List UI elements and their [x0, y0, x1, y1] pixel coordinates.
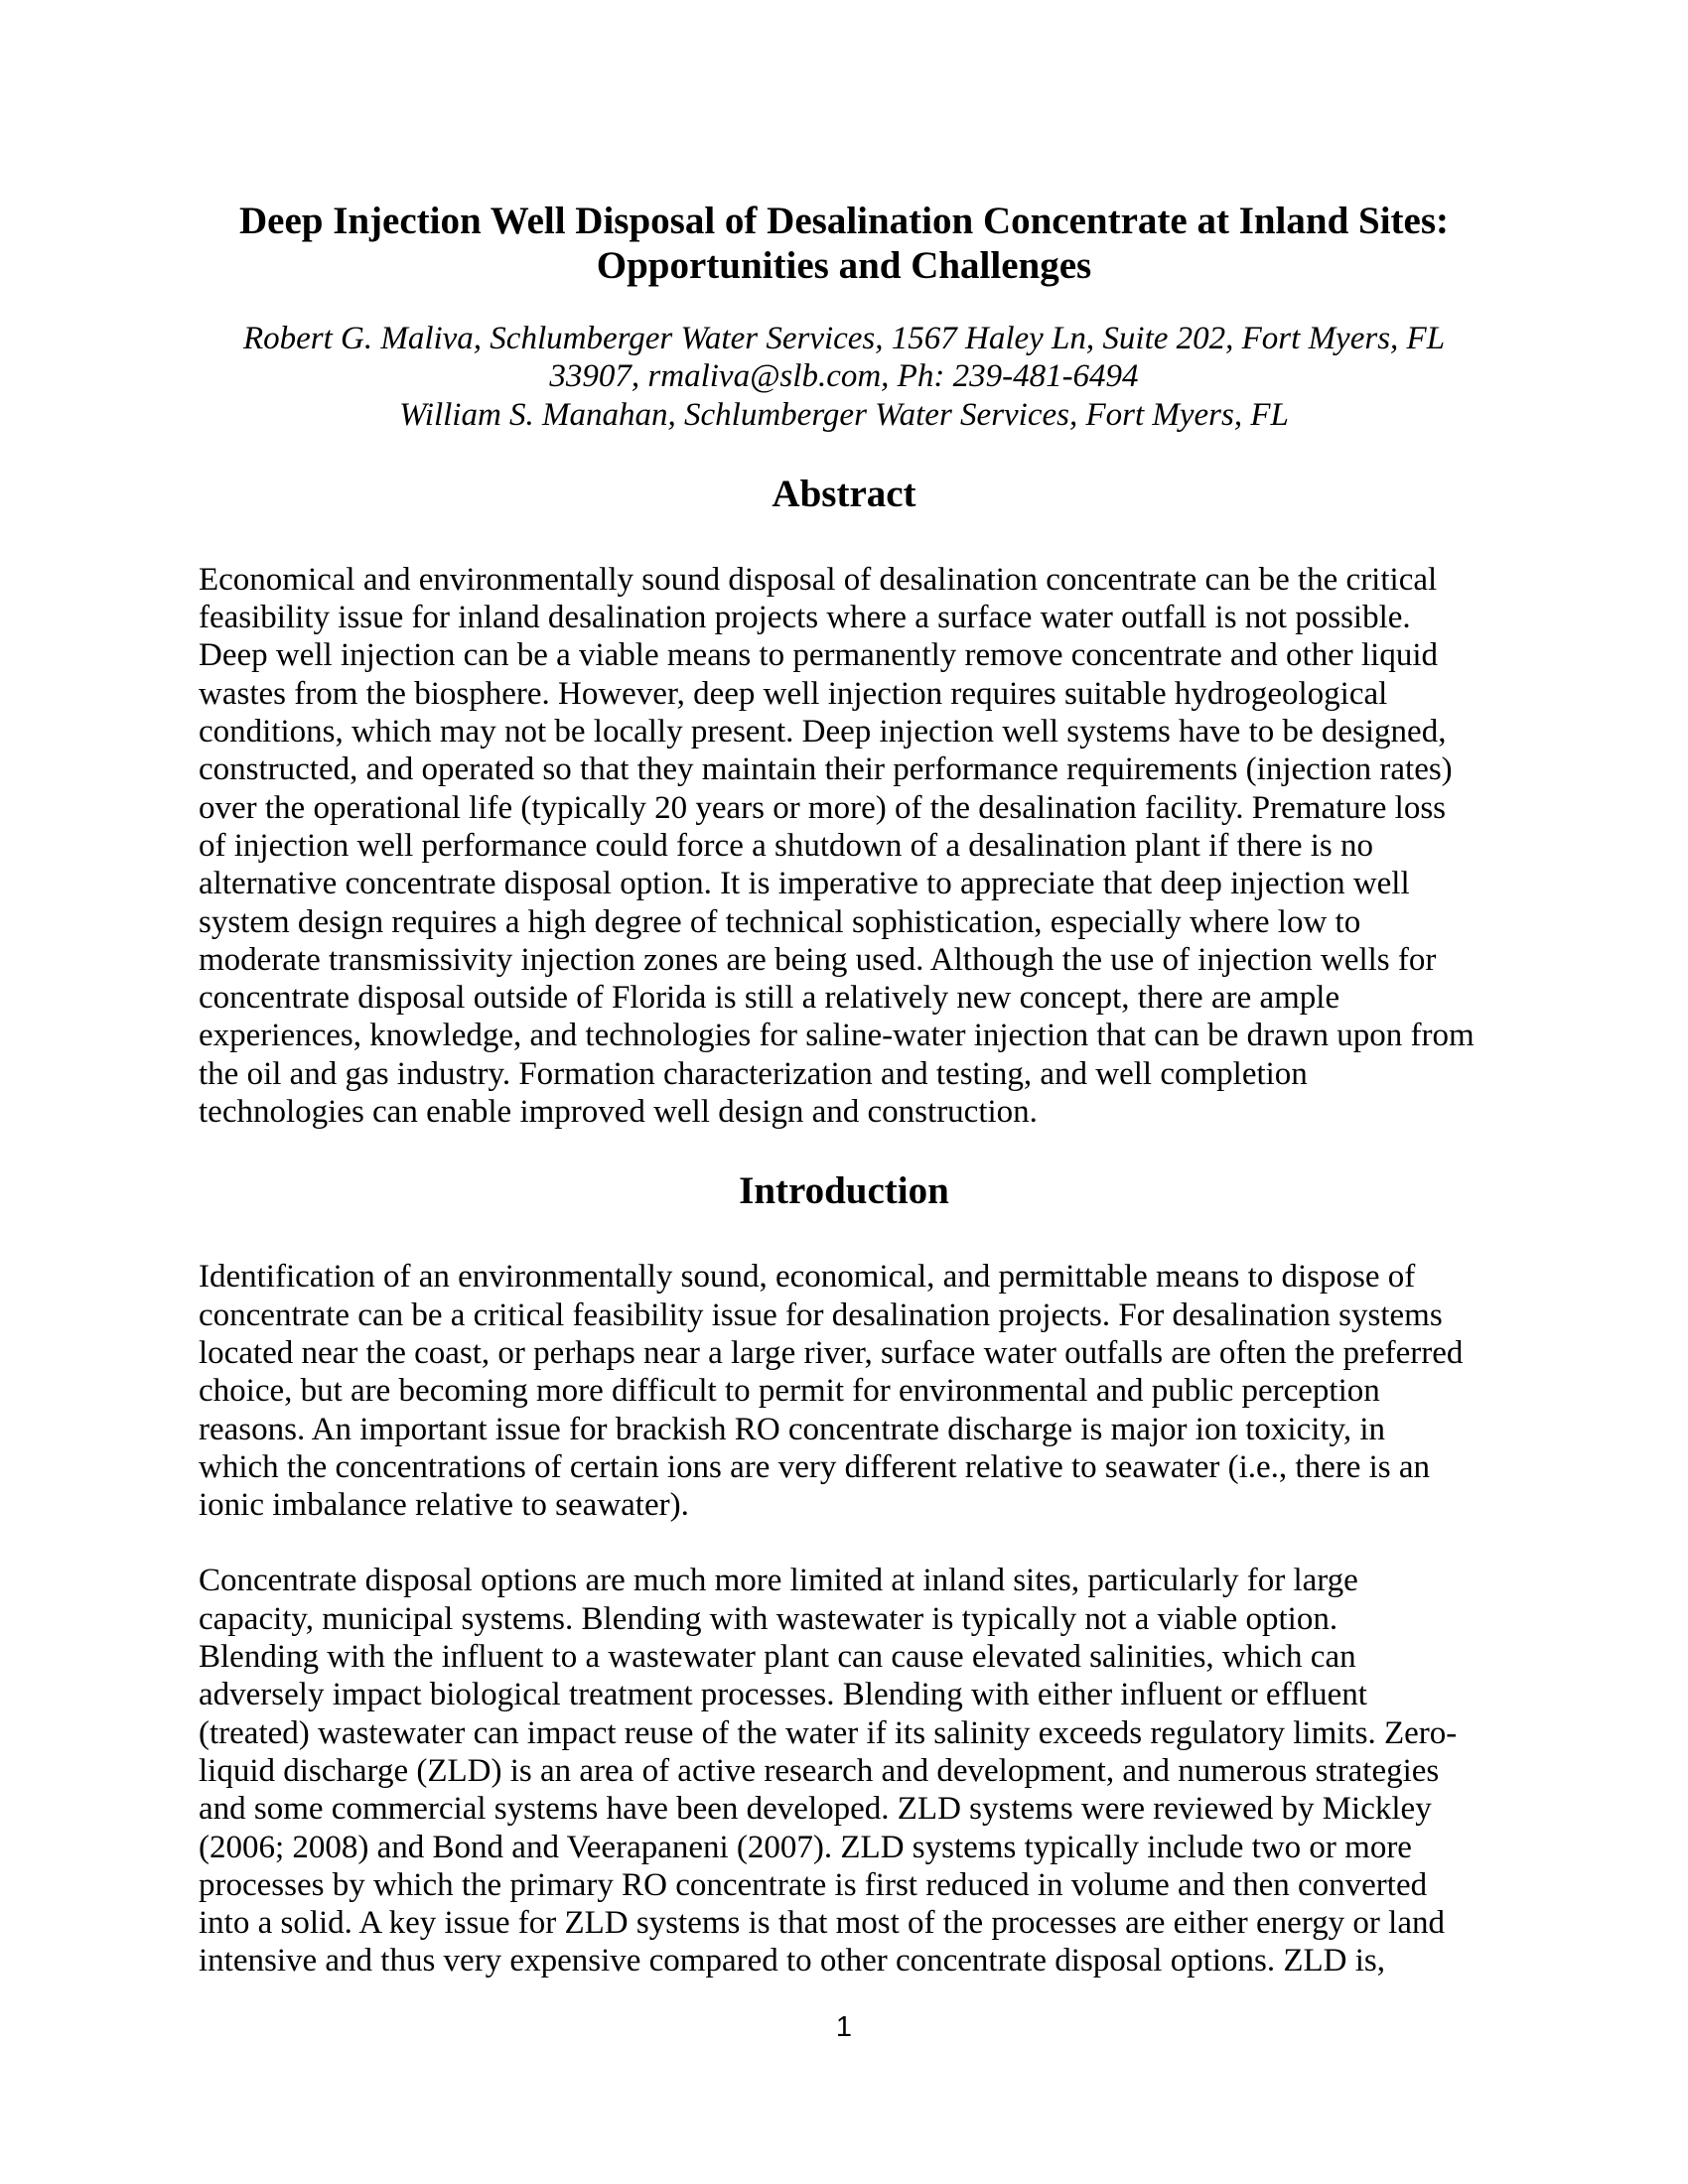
text-line: processes by which the primary RO concentrate is first reduced in volume and then converted — [199, 1866, 1428, 1903]
text-line: alternative concentrate disposal option. It is imperative to appreciate that deep injection well — [199, 866, 1410, 902]
text-line: Concentrate disposal options are much more limited at inland sites, particularly for large — [199, 1563, 1358, 1599]
text-line: conditions, which may not be locally present. Deep injection well systems have to be designed, — [199, 714, 1447, 751]
text-line: adversely impact biological treatment processes. Blending with either influent or effluent — [199, 1677, 1367, 1713]
text-line: ionic imbalance relative to seawater). — [199, 1487, 689, 1524]
introduction-paragraph-1 — [199, 1258, 1489, 1524]
text-line: constructed, and operated so that they maintain their performance requirements (injection rates) — [199, 751, 1453, 788]
text-line: technologies can enable improved well design and construction. — [199, 1094, 1038, 1131]
text-line: (2006; 2008) and Bond and Veerapaneni (2007). ZLD systems typically include two or more — [199, 1829, 1412, 1865]
introduction-heading: Introduction — [739, 1169, 949, 1213]
text-line: concentrate can be a critical feasibility issue for desalination projects. For desalination systems — [199, 1297, 1443, 1333]
text-line: experiences, knowledge, and technologies for saline-water injection that can be drawn upon from — [199, 1018, 1475, 1054]
text-line: and some commercial systems have been developed. ZLD systems were reviewed by Mickley — [199, 1791, 1432, 1828]
text-line: intensive and thus very expensive compared to other concentrate disposal options. ZLD is, — [199, 1943, 1386, 1979]
text-line: of injection well performance could force a shutdown of a desalination plant if there is no — [199, 827, 1374, 864]
text-line: over the operational life (typically 20 years or more) of the desalination facility. Premature loss — [199, 789, 1447, 826]
introduction-paragraph-2 — [199, 1562, 1489, 1979]
author-block — [199, 320, 1489, 434]
paper-title-line-1: Deep Injection Well Disposal of Desalination Concentrate at Inland Sites: — [238, 200, 1450, 242]
paper-title-line-2: Opportunities and Challenges — [596, 244, 1092, 287]
text-line: concentrate disposal outside of Florida is still a relatively new concept, there are ample — [199, 980, 1340, 1017]
text-line: Deep well injection can be a viable means to permanently remove concentrate and other liquid — [199, 637, 1439, 674]
section-abstract — [199, 472, 1489, 1131]
text-line: feasibility issue for inland desalination projects where a surface water outfall is not possible. — [199, 600, 1411, 636]
text-line: located near the coast, or perhaps near a large river, surface water outfalls are often the preferred — [199, 1334, 1464, 1371]
text-line: (treated) wastewater can impact reuse of the water if its salinity exceeds regulatory limits. Zero- — [199, 1714, 1458, 1751]
text-line: reasons. An important issue for brackish RO concentrate discharge is major ion toxicity, in — [199, 1411, 1386, 1447]
text-line: the oil and gas industry. Formation characterization and testing, and well completion — [199, 1055, 1308, 1092]
text-line: into a solid. A key issue for ZLD systems is that most of the processes are either energy or land — [199, 1905, 1445, 1942]
abstract-paragraph — [199, 561, 1489, 1131]
author-line-2: 33907, rmaliva@slb.com, Ph: 239-481-6494 — [549, 358, 1139, 395]
paper-title — [199, 199, 1489, 288]
text-line: liquid discharge (ZLD) is an area of active research and development, and numerous strategies — [199, 1752, 1440, 1789]
text-line: Economical and environmentally sound disposal of desalination concentrate can be the critical — [199, 561, 1438, 598]
section-introduction — [199, 1168, 1489, 1979]
text-line: choice, but are becoming more difficult to permit for environmental and public perception — [199, 1373, 1380, 1410]
text-line: wastes from the biosphere. However, deep well injection requires suitable hydrogeological — [199, 675, 1388, 712]
author-line-3: William S. Manahan, Schlumberger Water Services, Fort Myers, FL — [399, 396, 1289, 433]
text-line: capacity, municipal systems. Blending with wastewater is typically not a viable option. — [199, 1600, 1338, 1637]
text-line: Blending with the influent to a wastewater plant can cause elevated salinities, which can — [199, 1639, 1356, 1676]
page-content — [199, 199, 1489, 1980]
author-line-1: Robert G. Maliva, Schlumberger Water Services, 1567 Haley Ln, Suite 202, Fort Myers, FL — [242, 321, 1446, 356]
page-number: 1 — [835, 2011, 853, 2043]
text-line: system design requires a high degree of technical sophistication, especially where low to — [199, 903, 1361, 940]
text-line: Identification of an environmentally sound, economical, and permittable means to dispose of — [199, 1259, 1416, 1296]
text-line: which the concentrations of certain ions are very different relative to seawater (i.e., there is an — [199, 1448, 1431, 1485]
abstract-heading: Abstract — [772, 472, 916, 515]
text-line: moderate transmissivity injection zones are being used. Although the use of injection wells for — [199, 941, 1437, 978]
